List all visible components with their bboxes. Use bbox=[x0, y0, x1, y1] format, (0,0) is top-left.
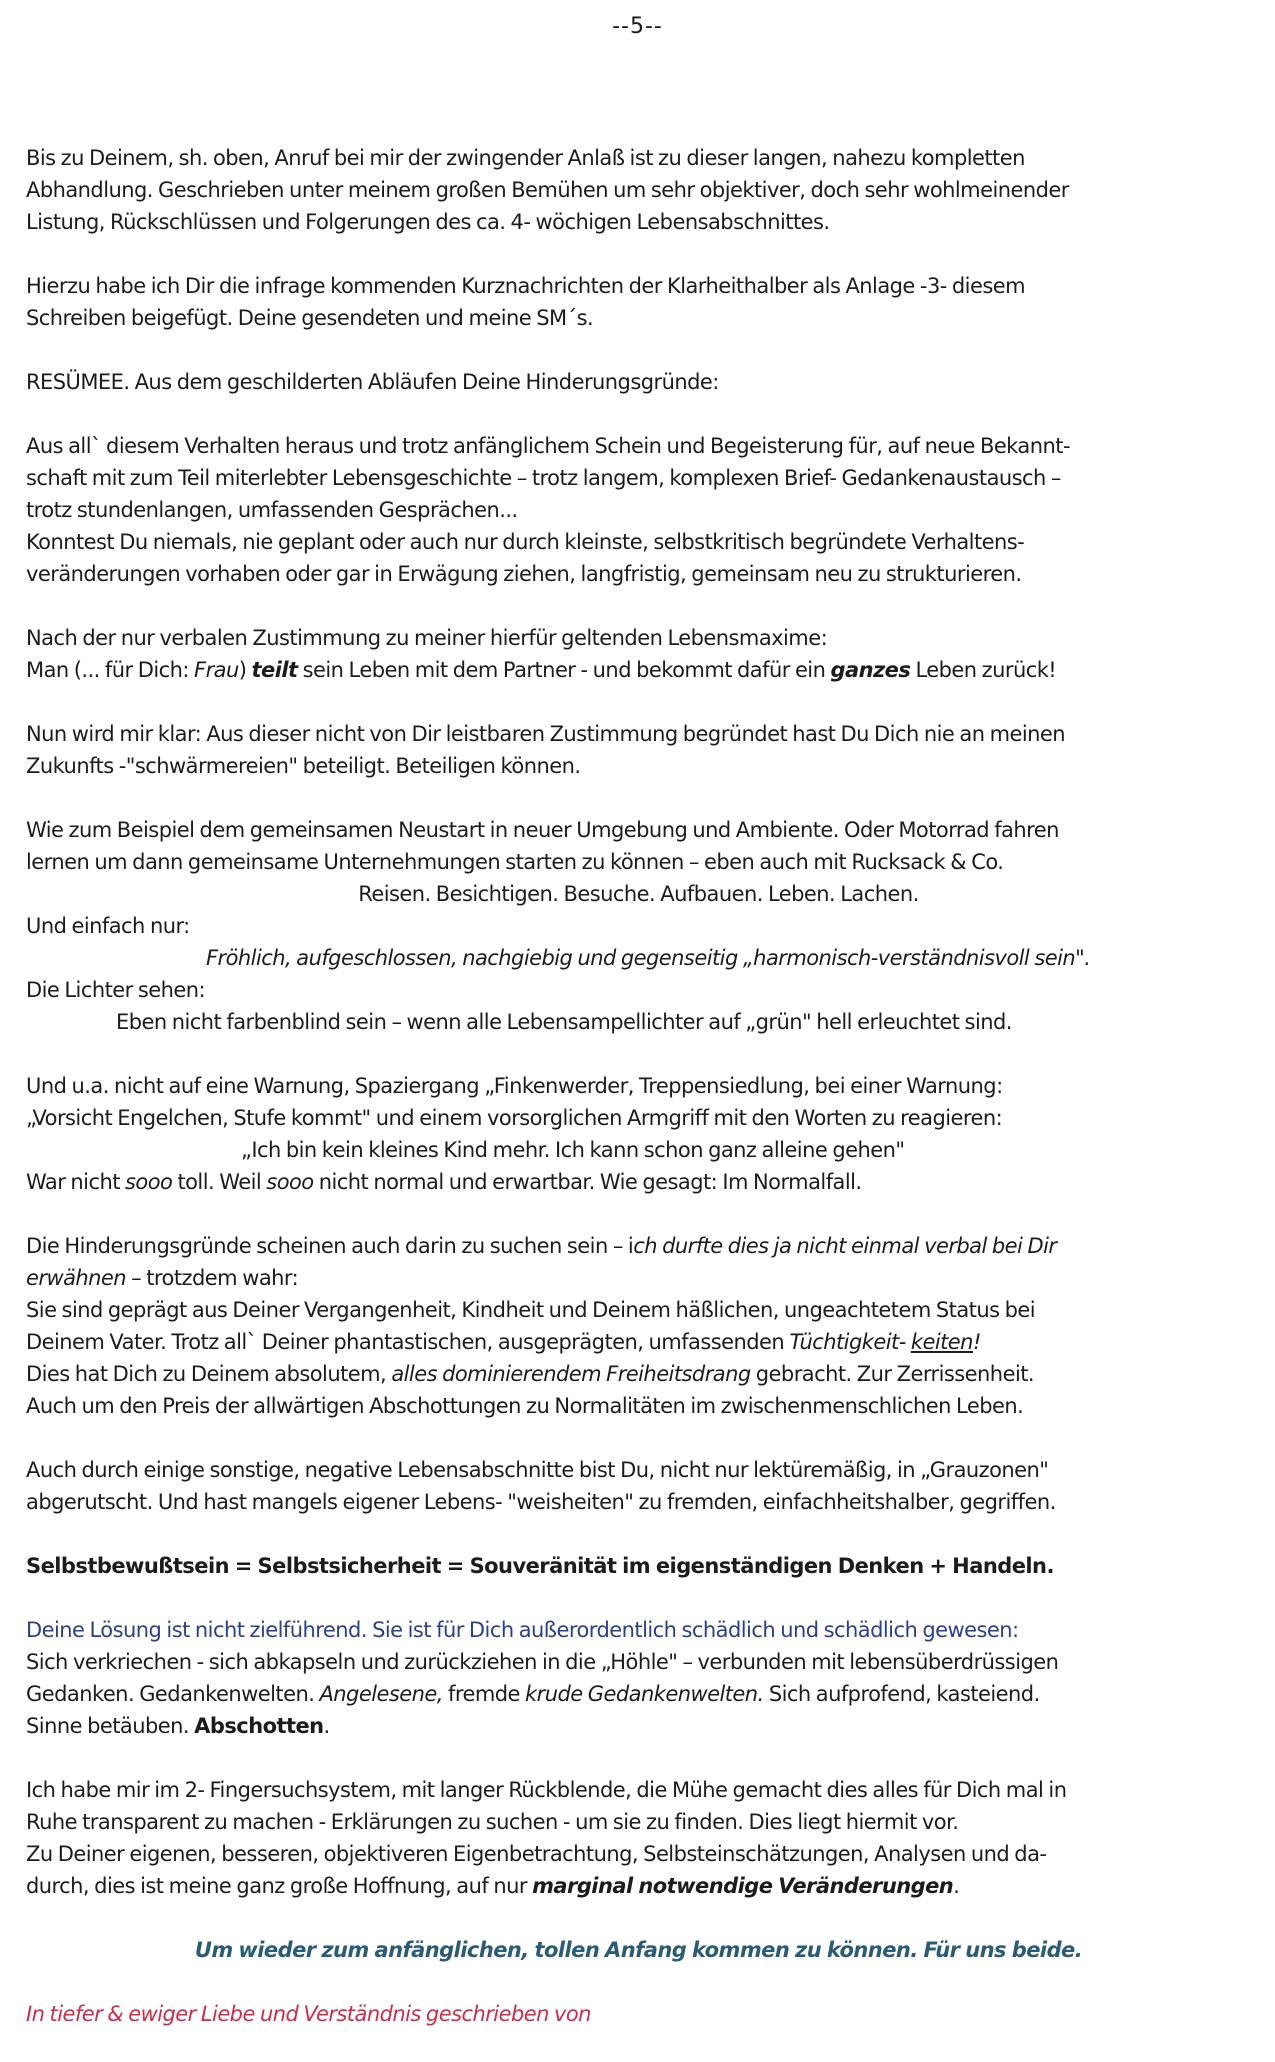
paragraph-maxime bbox=[26, 622, 1251, 686]
text-run: . bbox=[953, 1874, 960, 1898]
text-line bbox=[26, 942, 1251, 974]
text-run: Bis zu Deinem, sh. oben, Anruf bei mir der zwingender Anlaß ist zu dieser langen, nahezu kompletten bbox=[26, 146, 1025, 170]
text-line bbox=[26, 558, 1251, 590]
text-line bbox=[26, 878, 1251, 910]
paragraph-hinderung bbox=[26, 1230, 1251, 1422]
text-run: Selbstbewußtsein = Selbstsicherheit = Souveränität im eigenständigen Denken + Handeln. bbox=[26, 1554, 1054, 1578]
text-run: Listung, Rückschlüssen und Folgerungen des ca. 4- wöchigen Lebensabschnittes. bbox=[26, 210, 830, 234]
text-line bbox=[26, 718, 1251, 750]
text-line bbox=[26, 1678, 1251, 1710]
text-run: Eben nicht farbenblind sein – wenn alle Lebensampellichter auf „grün" hell erleuchtet sind. bbox=[116, 1010, 1012, 1034]
text-run: Abhandlung. Geschrieben unter meinem großen Bemühen um sehr objektiver, doch sehr wohlmeinender bbox=[26, 178, 1069, 202]
paragraph-signatur bbox=[26, 1998, 1251, 2030]
paragraph-formel bbox=[26, 1550, 1251, 1582]
text-run: „Vorsicht Engelchen, Stufe kommt" und einem vorsorglichen Armgriff mit den Worten zu reagieren: bbox=[26, 1106, 1003, 1130]
text-line bbox=[26, 1934, 1251, 1966]
text-run: Sinne betäuben. bbox=[26, 1714, 195, 1738]
text-run: Fröhlich, aufgeschlossen, nachgiebig und gegenseitig „harmonisch-verständnisvoll sein". bbox=[206, 946, 1091, 970]
text-run: alles dominierendem Freiheitsdrang bbox=[391, 1362, 751, 1386]
text-run: fremde bbox=[442, 1682, 526, 1706]
text-run: Auch um den Preis der allwärtigen Abschottungen zu Normalitäten im zwischenmenschlichen Leben. bbox=[26, 1394, 1024, 1418]
text-line bbox=[26, 1998, 1251, 2030]
paragraph-resumee bbox=[26, 366, 1251, 398]
text-line bbox=[26, 494, 1251, 526]
paragraph-anlage bbox=[26, 270, 1251, 334]
text-run: „Ich bin kein kleines Kind mehr. Ich kann schon ganz alleine gehen" bbox=[241, 1138, 905, 1162]
text-run: Ruhe transparent zu machen - Erklärungen zu suchen - um sie zu finden. Dies liegt hiermit vor. bbox=[26, 1810, 959, 1834]
text-run: ch durfte dies ja nicht einmal verbal bei Dir bbox=[633, 1234, 1057, 1258]
text-run: Auch durch einige sonstige, negative Lebensabschnitte bist Du, nicht nur lektüremäßig, in „Grauzonen" bbox=[26, 1458, 1049, 1482]
text-run: Tüchtigkeit- bbox=[789, 1330, 911, 1354]
text-run: lernen um dann gemeinsame Unternehmungen starten zu können – eben auch mit Rucksack & Co. bbox=[26, 850, 1004, 874]
text-run: gebracht. Zur Zerrissenheit. bbox=[750, 1362, 1035, 1386]
text-line bbox=[26, 1070, 1251, 1102]
text-run: . bbox=[323, 1714, 330, 1738]
text-line bbox=[26, 654, 1251, 686]
text-run: Wie zum Beispiel dem gemeinsamen Neustart in neuer Umgebung und Ambiente. Oder Motorrad fahren bbox=[26, 818, 1059, 842]
text-run: Und u.a. nicht auf eine Warnung, Spaziergang „Finkenwerder, Treppensiedlung, bei einer Warnung: bbox=[26, 1074, 1003, 1098]
text-line bbox=[26, 1646, 1251, 1678]
text-line bbox=[26, 750, 1251, 782]
text-line bbox=[26, 1454, 1251, 1486]
text-run: Reisen. Besichtigen. Besuche. Aufbauen. Leben. Lachen. bbox=[358, 882, 919, 906]
text-run: Frau bbox=[194, 658, 239, 682]
text-line bbox=[26, 430, 1251, 462]
text-line bbox=[26, 622, 1251, 654]
text-line bbox=[26, 1550, 1251, 1582]
text-run: ganzes bbox=[830, 658, 911, 682]
text-line bbox=[26, 974, 1251, 1006]
text-run: Nun wird mir klar: Aus dieser nicht von Dir leistbaren Zustimmung begründet hast Du Dich nie an meinen bbox=[26, 722, 1066, 746]
text-line bbox=[26, 1870, 1251, 1902]
text-line bbox=[26, 1262, 1251, 1294]
text-run: Die Lichter sehen: bbox=[26, 978, 206, 1002]
text-line bbox=[26, 302, 1251, 334]
text-run: War nicht bbox=[26, 1170, 126, 1194]
text-run: Konntest Du niemals, nie geplant oder auch nur durch kleinste, selbstkritisch begründete Verhaltens- bbox=[26, 530, 1025, 554]
text-line bbox=[26, 142, 1251, 174]
text-run: abgerutscht. Und hast mangels eigener Lebens- "weisheiten" zu fremden, einfachheitshalber, gegriffen. bbox=[26, 1490, 1056, 1514]
paragraph-loesung bbox=[26, 1614, 1251, 1742]
text-run: nicht normal und erwartbar. Wie gesagt: Im Normalfall. bbox=[313, 1170, 862, 1194]
text-line bbox=[26, 910, 1251, 942]
paragraph-anfang bbox=[26, 1934, 1251, 1966]
text-line bbox=[26, 1230, 1251, 1262]
paragraph-warnung bbox=[26, 1070, 1251, 1198]
text-run: durch, dies ist meine ganz große Hoffnung, auf nur bbox=[26, 1874, 533, 1898]
text-run: Die Hinderungsgründe scheinen auch darin zu suchen sein – i bbox=[26, 1234, 634, 1258]
text-run: Angelesene, bbox=[319, 1682, 443, 1706]
paragraph-klar bbox=[26, 718, 1251, 782]
text-run: Leben zurück! bbox=[910, 658, 1057, 682]
text-run: erwähnen bbox=[26, 1266, 127, 1290]
text-run: Nach der nur verbalen Zustimmung zu meiner hierfür geltenden Lebensmaxime: bbox=[26, 626, 828, 650]
text-line bbox=[26, 206, 1251, 238]
text-line bbox=[26, 1838, 1251, 1870]
text-run: ! bbox=[972, 1330, 981, 1354]
text-run: toll. Weil bbox=[172, 1170, 267, 1194]
text-line bbox=[26, 1102, 1251, 1134]
paragraph-grauzonen bbox=[26, 1454, 1251, 1518]
text-run: Zu Deiner eigenen, besseren, objektiveren Eigenbetrachtung, Selbsteinschätzungen, Analysen und da- bbox=[26, 1842, 1047, 1866]
text-run: Und einfach nur: bbox=[26, 914, 190, 938]
text-run: In tiefer & ewiger Liebe und Verständnis geschrieben von bbox=[26, 2002, 591, 2026]
text-run: teilt bbox=[251, 658, 298, 682]
text-run: Man (... für Dich: bbox=[26, 658, 195, 682]
text-run: trotz stundenlangen, umfassenden Gesprächen... bbox=[26, 498, 518, 522]
text-line bbox=[26, 1326, 1251, 1358]
text-line bbox=[26, 366, 1251, 398]
text-line bbox=[26, 526, 1251, 558]
text-run: Ich habe mir im 2- Fingersuchsystem, mit langer Rückblende, die Mühe gemacht dies alles für Dich mal in bbox=[26, 1778, 1067, 1802]
text-run: Zukunfts -"schwärmereien" beteiligt. Beteiligen können. bbox=[26, 754, 581, 778]
text-line bbox=[26, 1486, 1251, 1518]
text-run: keiten bbox=[910, 1330, 973, 1354]
text-run: Aus all` diesem Verhalten heraus und trotz anfänglichem Schein und Begeisterung für, auf neue Bekannt- bbox=[26, 434, 1070, 458]
text-run: Abschotten bbox=[194, 1714, 324, 1738]
text-line bbox=[26, 1294, 1251, 1326]
text-line bbox=[26, 1358, 1251, 1390]
text-line bbox=[26, 1390, 1251, 1422]
text-run: RESÜMEE. Aus dem geschilderten Abläufen Deine Hinderungsgründe: bbox=[26, 370, 719, 394]
text-run: sein Leben mit dem Partner - und bekommt dafür ein bbox=[297, 658, 831, 682]
text-line bbox=[26, 1710, 1251, 1742]
text-run: Um wieder zum anfänglichen, tollen Anfang kommen zu können. Für uns beide. bbox=[194, 1938, 1083, 1962]
text-run: Sich aufprofend, kasteiend. bbox=[763, 1682, 1040, 1706]
text-run: Deine Lösung ist nicht zielführend. Sie ist für Dich außerordentlich schädlich und schädlich gewesen: bbox=[26, 1618, 1019, 1642]
text-line bbox=[26, 814, 1251, 846]
text-run: Dies hat Dich zu Deinem absolutem, bbox=[26, 1362, 392, 1386]
text-run: – trotzdem wahr: bbox=[126, 1266, 299, 1290]
text-run: Sich verkriechen - sich abkapseln und zurückziehen in die „Höhle" – verbunden mit lebensüberdrüssigen bbox=[26, 1650, 1059, 1674]
text-line bbox=[26, 462, 1251, 494]
text-run: Deinem Vater. Trotz all` Deiner phantastischen, ausgeprägten, umfassenden bbox=[26, 1330, 790, 1354]
text-run: ) bbox=[238, 658, 252, 682]
text-run: Gedanken. Gedankenwelten. bbox=[26, 1682, 320, 1706]
letter-body bbox=[26, 142, 1251, 2062]
text-run: Hierzu habe ich Dir die infrage kommenden Kurznachrichten der Klarheithalber als Anlage -3- diesem bbox=[26, 274, 1026, 298]
text-line bbox=[26, 174, 1251, 206]
text-run: Sie sind geprägt aus Deiner Vergangenheit, Kindheit und Deinem häßlichen, ungeachtetem Status bei bbox=[26, 1298, 1036, 1322]
text-run: marginal notwendige Veränderungen bbox=[532, 1874, 954, 1898]
text-run: schaft mit zum Teil miterlebter Lebensgeschichte – trotz langem, komplexen Brief- Gedankenaustausch – bbox=[26, 466, 1061, 490]
text-line bbox=[26, 846, 1251, 878]
text-line bbox=[26, 1006, 1251, 1038]
text-line bbox=[26, 1614, 1251, 1646]
text-line bbox=[26, 1774, 1251, 1806]
paragraph-intro bbox=[26, 142, 1251, 238]
paragraph-verhalten bbox=[26, 430, 1251, 590]
page-number: --5-- bbox=[612, 14, 663, 39]
text-run: Schreiben beigefügt. Deine gesendeten und meine SM´s. bbox=[26, 306, 594, 330]
text-run: veränderungen vorhaben oder gar in Erwägung ziehen, langfristig, gemeinsam neu zu strukturieren. bbox=[26, 562, 1022, 586]
text-line bbox=[26, 1166, 1251, 1198]
text-run: sooo bbox=[125, 1170, 173, 1194]
text-line bbox=[26, 1134, 1251, 1166]
text-run: krude Gedankenwelten. bbox=[525, 1682, 764, 1706]
text-line bbox=[26, 270, 1251, 302]
paragraph-beispiel bbox=[26, 814, 1251, 1038]
text-line bbox=[26, 1806, 1251, 1838]
text-run: sooo bbox=[266, 1170, 314, 1194]
paragraph-muehe bbox=[26, 1774, 1251, 1902]
